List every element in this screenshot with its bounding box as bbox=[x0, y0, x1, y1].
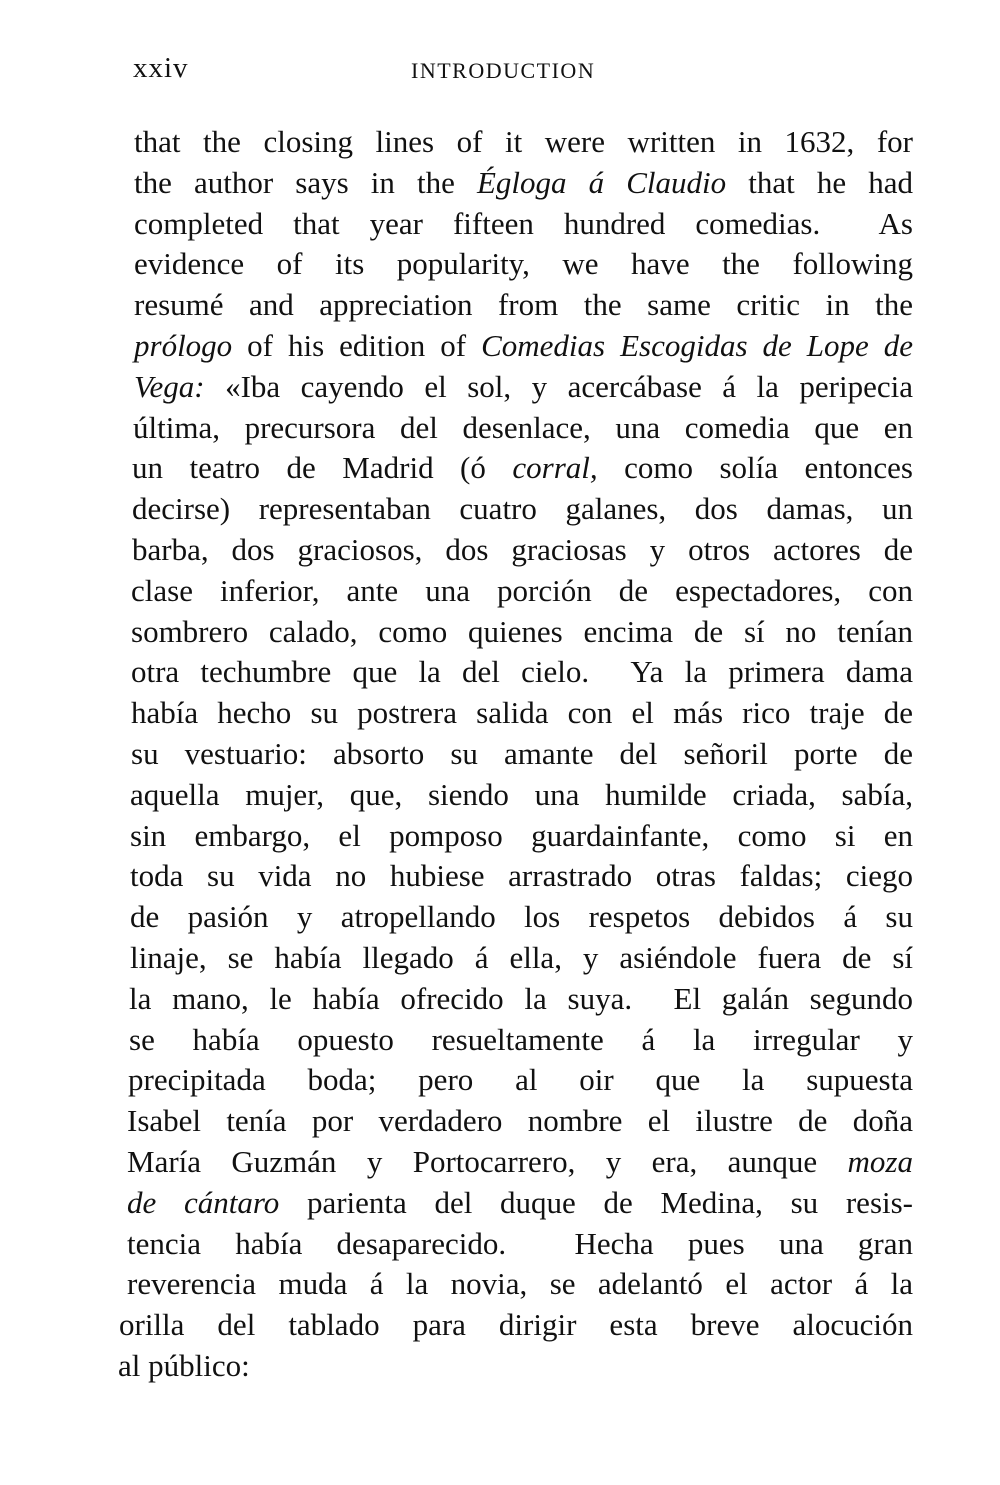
running-title: INTRODUCTION bbox=[411, 58, 596, 83]
text-line bbox=[118, 897, 913, 938]
text-segment: otra techumbre que la del cielo. Ya la primera dama bbox=[131, 654, 913, 690]
italic-segment: Vega: bbox=[134, 368, 205, 404]
text-line bbox=[118, 938, 913, 979]
text-line bbox=[118, 204, 913, 245]
text-segment: última, precursora del desenlace, una comedia que en bbox=[133, 409, 913, 445]
text-segment: of his edition of bbox=[232, 327, 482, 363]
text-line bbox=[118, 1224, 913, 1265]
italic-segment: corral, bbox=[512, 450, 598, 486]
text-line bbox=[118, 1305, 913, 1346]
text-line bbox=[118, 612, 913, 653]
italic-segment: prólogo bbox=[134, 327, 233, 363]
text-segment: aquella mujer, que, siendo una humilde criada, sabía, bbox=[130, 776, 913, 812]
text-line bbox=[118, 652, 913, 693]
text-line bbox=[118, 856, 913, 897]
text-line bbox=[118, 693, 913, 734]
text-segment: linaje, se había llegado á ella, y asiéndole fuera de sí bbox=[130, 939, 913, 975]
text-segment: sin embargo, el pomposo guardainfante, como si en bbox=[130, 817, 913, 853]
text-line bbox=[118, 1346, 913, 1387]
text-segment: that the closing lines of it were written in 1632, for bbox=[134, 124, 913, 159]
body-text bbox=[118, 122, 913, 1387]
text-segment: precipitada boda; pero al oir que la supuesta bbox=[128, 1062, 913, 1098]
text-segment: that he had bbox=[726, 164, 913, 200]
text-segment: sombrero calado, como quienes encima de sí no tenían bbox=[131, 613, 913, 649]
text-line bbox=[118, 1101, 913, 1142]
text-segment: «Iba cayendo el sol, y acercábase á la peripecia bbox=[204, 368, 913, 404]
text-line bbox=[118, 979, 913, 1020]
text-segment: clase inferior, ante una porción de espectadores, con bbox=[131, 572, 913, 608]
page-number: xxiv bbox=[133, 52, 189, 84]
text-segment: tencia había desaparecido. Hecha pues una gran bbox=[127, 1225, 913, 1261]
text-segment: decirse) representaban cuatro galanes, dos damas, un bbox=[132, 491, 913, 527]
text-line bbox=[118, 1183, 913, 1224]
text-line bbox=[118, 285, 913, 326]
text-segment: evidence of its popularity, we have the following bbox=[134, 246, 913, 282]
text-line bbox=[118, 1142, 913, 1183]
text-segment: María Guzmán y Portocarrero, y era, aunque bbox=[127, 1143, 848, 1179]
text-line bbox=[118, 244, 913, 285]
text-line bbox=[118, 326, 913, 367]
text-segment: parienta del duque de Medina, su resis- bbox=[279, 1184, 914, 1220]
italic-segment: Comedias Escogidas de Lope de bbox=[481, 327, 913, 363]
italic-segment: de cántaro bbox=[127, 1184, 280, 1220]
text-line bbox=[118, 530, 913, 571]
text-segment: como solía entonces bbox=[597, 450, 913, 486]
text-segment: resumé and appreciation from the same critic in the bbox=[134, 287, 913, 323]
text-segment: orilla del tablado para dirigir esta breve alocución bbox=[119, 1307, 913, 1343]
text-segment: al público: bbox=[118, 1347, 250, 1383]
text-segment: un teatro de Madrid (ó bbox=[132, 450, 513, 486]
text-segment: la mano, le había ofrecido la suya. El galán segundo bbox=[129, 980, 913, 1016]
text-line bbox=[118, 367, 913, 408]
text-line bbox=[118, 734, 913, 775]
text-segment: completed that year fifteen hundred comedias. As bbox=[134, 205, 913, 241]
text-line bbox=[118, 571, 913, 612]
text-line bbox=[118, 1060, 913, 1101]
text-line bbox=[118, 489, 913, 530]
text-segment: Isabel tenía por verdadero nombre el ilustre de doña bbox=[127, 1103, 913, 1139]
text-line bbox=[118, 163, 913, 204]
italic-segment: Égloga á Claudio bbox=[476, 164, 727, 200]
text-segment: barba, dos graciosos, dos graciosas y otros actores de bbox=[132, 531, 913, 567]
text-segment: de pasión y atropellando los respetos debidos á su bbox=[130, 899, 913, 935]
text-line bbox=[118, 1264, 913, 1305]
text-line bbox=[118, 816, 913, 857]
text-segment: reverencia muda á la novia, se adelantó el actor á la bbox=[127, 1266, 913, 1302]
text-segment: su vestuario: absorto su amante del señoril porte de bbox=[131, 735, 913, 771]
text-segment: toda su vida no hubiese arrastrado otras faldas; ciego bbox=[130, 858, 913, 894]
text-line bbox=[118, 122, 913, 163]
text-line bbox=[118, 775, 913, 816]
text-line bbox=[118, 1020, 913, 1061]
text-segment: había hecho su postrera salida con el más rico traje de bbox=[131, 695, 913, 731]
text-line bbox=[118, 448, 913, 489]
italic-segment: moza bbox=[847, 1143, 913, 1179]
text-segment: the author says in the bbox=[134, 164, 477, 200]
running-head bbox=[133, 52, 913, 92]
text-segment: se había opuesto resueltamente á la irregular y bbox=[129, 1021, 913, 1057]
text-line bbox=[118, 408, 913, 449]
